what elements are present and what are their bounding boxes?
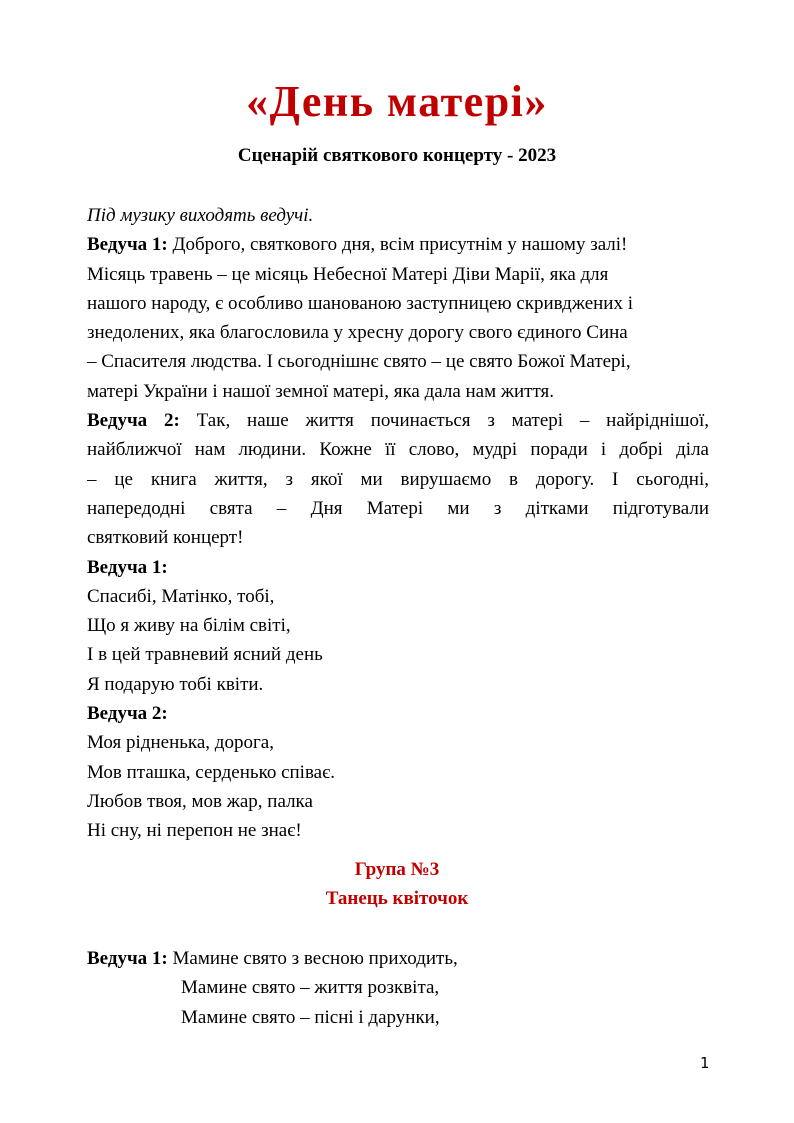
line-text: Спасибі, Матінко, тобі,	[87, 585, 275, 607]
script-body	[87, 201, 709, 846]
speaker-label: Ведуча 2:	[87, 410, 180, 432]
script-line	[87, 640, 709, 669]
script-line	[87, 260, 709, 289]
script-line	[87, 553, 709, 582]
line-text: Любов твоя, мов жар, палка	[87, 790, 313, 812]
line-text: – це книга життя, з якої ми вирушаємо в дорогу. І сьогодні,	[87, 468, 709, 490]
script-line	[87, 377, 709, 406]
script-line	[87, 758, 709, 787]
verse-line: Мамине свято – пісні і дарунки,	[181, 1006, 440, 1028]
speaker-label: Ведуча 1:	[87, 948, 168, 969]
line-text: знедолених, яка благословила у хресну дорогу свого єдиного Сина	[87, 322, 628, 344]
script-line	[87, 406, 709, 435]
group-heading: Група №3	[354, 859, 440, 880]
script-line	[87, 465, 709, 494]
line-text: І в цей травневий ясний день	[87, 644, 323, 666]
verse-line: Мамине свято – життя розквіта,	[181, 977, 440, 999]
script-line	[87, 787, 709, 816]
script-line	[87, 816, 709, 845]
document-subtitle: Сценарій святкового концерту - 2023	[237, 145, 557, 166]
performance-heading: Танець квіточок	[325, 888, 469, 909]
closing-verse	[87, 944, 709, 1032]
script-line	[87, 230, 709, 259]
page-number: 1	[700, 1054, 710, 1072]
line-text: Ні сну, ні перепон не знає!	[87, 820, 302, 842]
line-text: Моя рідненька, дорога,	[87, 732, 274, 754]
closing-first-line	[87, 944, 709, 973]
line-text: напередодні свята – Дня Матері ми з дітками підготували	[87, 497, 709, 519]
stage-direction: Під музику виходять ведучі.	[87, 205, 314, 226]
line-text: нашого народу, є особливо шанованою заступницею скривджених і	[87, 292, 634, 314]
script-line	[87, 523, 709, 552]
speaker-label: Ведуча 2:	[87, 703, 168, 725]
line-text: Що я живу на білім світі,	[87, 615, 291, 637]
script-line	[87, 699, 709, 728]
line-text: Місяць травень – це місяць Небесної Матері Діви Марії, яка для	[87, 263, 609, 285]
script-line	[87, 611, 709, 640]
script-line	[87, 289, 709, 318]
speaker-label: Ведуча 1:	[87, 556, 168, 578]
verse-text: Мамине свято з весною приходить,	[167, 948, 458, 969]
script-line	[87, 347, 709, 376]
line-text: Мов пташка, серденько співає.	[87, 761, 336, 783]
script-lines	[87, 230, 709, 845]
line-text: – Спасителя людства. І сьогоднішнє свято – це свято Божої Матері,	[87, 351, 631, 373]
speaker-label: Ведуча 1:	[87, 234, 168, 256]
script-line	[87, 670, 709, 699]
script-line	[87, 318, 709, 347]
line-text: Доброго, святкового дня, всім присутнім у нашому залі!	[167, 234, 628, 256]
line-text: святковий концерт!	[87, 527, 244, 549]
line-text: Я подарую тобі квіти.	[87, 673, 264, 695]
script-line	[87, 582, 709, 611]
line-text: матері України і нашої земної матері, яка дала нам життя.	[87, 380, 555, 402]
script-line	[87, 435, 709, 464]
script-line	[87, 494, 709, 523]
line-text: Так, наше життя починається з матері – найріднішої,	[179, 410, 709, 432]
line-text: найближчої нам людини. Кожне її слово, мудрі поради і добрі діла	[87, 439, 709, 461]
script-line	[87, 728, 709, 757]
document-title: «День матері»	[246, 77, 548, 126]
